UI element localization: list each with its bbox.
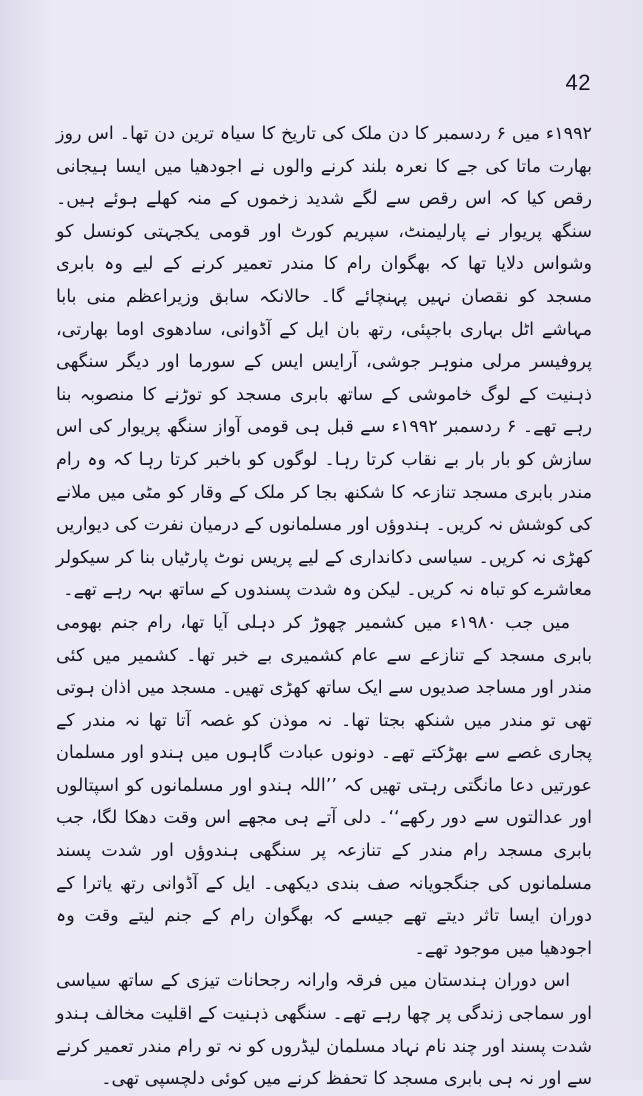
paragraph-1: ۱۹۹۲ء میں ۶ ردسمبر کا دن ملک کی تاریخ کا سیاہ ترین دن تھا۔ اس روز بھارت ماتا کی جے کا نعرہ بلند کرنے والوں نے اجودھیا میں ایسا ہیجانی رقص کیا کہ اس رقص سے لگے شدید زخموں کے منہ کھلے ہوئے ہیں۔ سنگھ پریوار نے پارلیمنٹ، سپریم کورٹ اور قومی یکجہتی کونسل کو وشواس دلایا تھا کہ بھگوان رام کا مندر تعمیر کرنے کے لیے وہ بابری مسجد کو نقصان نہیں پہنچائے گا۔ حالانکہ سابق وزیراعظم منی بابا مہاشے اٹل بہاری باجپئی، رتھ بان ایل کے آڈوانی، سادھوی اوما بھارتی، پروفیسر مرلی منوہر جوشی، آرایس ایس کے سورما اور دیگر سنگھی ذہنیت کے لوگ خاموشی کے ساتھ بابری مسجد کو توڑنے کا منصوبہ بنا رہے تھے۔ ۶ ردسمبر ۱۹۹۲ء سے قبل ہی قومی آواز سنگھ پریوار کی اس سازش کو بار بار بے نقاب کرتا رہا۔ لوگوں کو باخبر کرتا رہا کہ وہ رام مندر بابری مسجد تنازعہ کا شکنھ بجا کر ملک کے وقار کو مٹی میں ملانے کی کوشش نہ کریں۔ ہندوؤں اور مسلمانوں کے درمیان نفرت کی دیواریں کھڑی نہ کریں۔ سیاسی دکانداری کے لیے پریس نوٹ پارٹیاں بنا کر سیکولر معاشرے کو تباہ نہ کریں۔ لیکن وہ شدت پسندوں کے ساتھ بہہ رہے تھے۔ <box>56 124 592 601</box>
page-number: 42 <box>565 70 591 95</box>
paragraph-2: میں جب ۱۹۸۰ء میں کشمیر چھوڑ کر دہلی آیا تھا، رام جنم بھومی بابری مسجد کے تنازعے سے عام کشمیری بے خبر تھا۔ کشمیر میں کئی مندر اور مساجد صدیوں سے ایک ساتھ کھڑی تھیں۔ مسجد میں اذان ہوتی تھی تو مندر میں شنکھ بجتا تھا۔ نہ موذن کو غصہ آتا تھا نہ مندر کے پجاری غصے سے بھڑکتے تھے۔ دونوں عبادت گاہوں میں ہندو اور مسلمان عورتیں دعا مانگتی رہتی تھیں کہ ’’اللہ ہندو اور مسلمانوں کو اسپتالوں اور عدالتوں سے دور رکھے‘‘۔ دلی آتے ہی مجھے اس وقت دھکا لگا، جب بابری مسجد رام مندر کے تنازعہ پر سنگھی ہندوؤں اور شدت پسند مسلمانوں کی جنگجویانہ صف بندی دیکھی۔ ایل کے آڈوانی رتھ یاترا کے دوران ایسا تاثر دیتے تھے جیسے کہ بھگوان رام کے جنم لیتے وقت وہ اجودھیا میں موجود تھے۔ <box>56 612 592 959</box>
body-text <box>56 118 592 1096</box>
paragraph-3: اس دوران ہندستان میں فرقہ وارانہ رجحانات تیزی کے ساتھ سیاسی اور سماجی زندگی پر چھا رہے تھے۔ سنگھی ذہنیت کے اقلیت مخالف ہندو شدت پسند اور چند نام نہاد مسلمان لیڈروں کو نہ تو رام مندر تعمیر کرنے سے اور نہ ہی بابری مسجد کا تحفظ کرنے میں کوئی دلچسپی تھی۔ <box>56 971 592 1090</box>
